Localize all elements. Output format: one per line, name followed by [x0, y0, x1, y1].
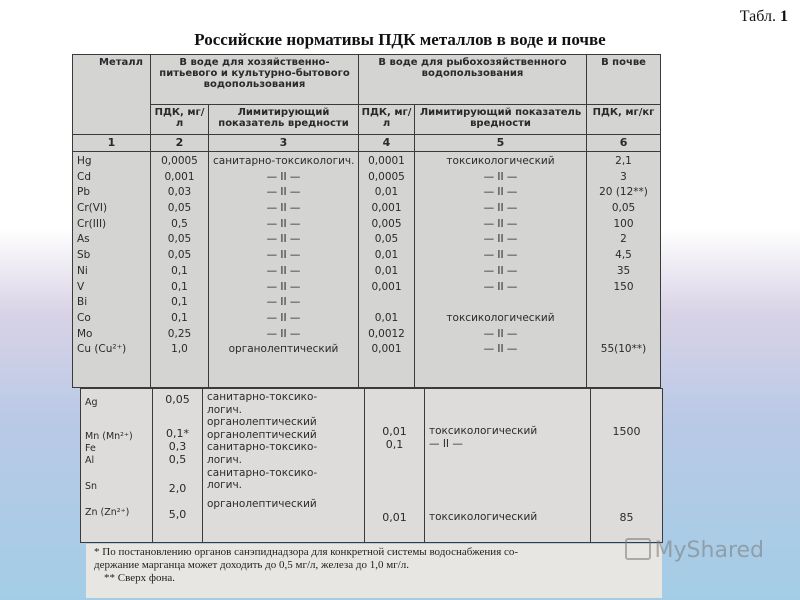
table-cell: 0,005 [371, 217, 402, 230]
table-cell: 0,05 [167, 202, 192, 215]
page-title: Российские нормативы ПДК металлов в воде и почве [194, 30, 606, 49]
table-cell: — II — [266, 249, 301, 262]
table-cell: 150 [613, 280, 634, 293]
pdk-cell: 0,5 [168, 453, 187, 466]
table-cell: — II — [483, 327, 518, 340]
pdk-cell: 2,0 [168, 482, 187, 495]
table-cell [591, 311, 656, 327]
fishery-limit-column [415, 152, 587, 388]
table-cell: 0,05 [167, 233, 192, 246]
table-cell: Bi [77, 296, 88, 309]
table-cell: 0,05 [611, 202, 636, 215]
footnote-manganese-cont: держание марганца может доходить до 0,5 мг/л, железа до 1,0 мг/л. [94, 559, 409, 571]
household-limit-column-2 [203, 389, 365, 543]
limit-cell: санитарно-токсико- [207, 466, 318, 479]
pdk-cell: 5,0 [168, 508, 187, 521]
watermark-text: MyShared [654, 538, 764, 563]
table-cell [591, 327, 656, 343]
table-cell: 0,001 [371, 280, 402, 293]
column-number: 3 [209, 135, 359, 152]
table-cell: — II — [266, 217, 301, 230]
table-cell: — II — [266, 233, 301, 246]
header-fishery: В воде для рыбохозяйственного водопользования [359, 55, 587, 105]
table-cell: Sb [77, 249, 91, 262]
table-cell: 0,001 [164, 170, 195, 183]
limit-cell: — II — [429, 438, 463, 450]
table-cell: 0,1 [171, 296, 188, 309]
header-household: В воде для хозяйственно-питьевого и культурно-бытового водопользования [151, 55, 359, 105]
limit-cell: токсикологический [429, 511, 538, 523]
pdk-cell: 0,1* [166, 427, 189, 440]
table-cell: 0,5 [171, 217, 188, 230]
table-cell: — II — [266, 296, 301, 309]
table-cell: Cr(III) [77, 217, 107, 230]
metal-cell: Al [85, 455, 95, 466]
table-cell: 1,0 [171, 343, 188, 356]
table-cell: Cd [77, 170, 91, 183]
table-cell: 0,0001 [368, 155, 405, 167]
table-cell: — II — [266, 280, 301, 293]
limit-cell: логич. [207, 479, 243, 492]
limit-cell: органолептический [207, 428, 317, 441]
soil-pdk-column-2 [591, 389, 663, 543]
soil-cell: 1500 [612, 425, 641, 438]
table-cell: 4,5 [615, 249, 632, 262]
table-cell: — II — [483, 233, 518, 246]
table-cell: 0,1 [171, 311, 188, 324]
pdk-cell: 0,3 [168, 440, 187, 453]
header-limiting: Лимитирующий показатель вредности [209, 105, 359, 135]
table-cell: 0,01 [374, 311, 399, 324]
limit-cell: токсикологический [429, 425, 538, 437]
column-number-row [73, 135, 661, 152]
fishery-limit-column-2 [425, 389, 591, 543]
table-cell: — II — [266, 202, 301, 215]
table-cell: As [77, 233, 90, 246]
header-limiting-fishery: Лимитирующий показатель вредности [415, 105, 587, 135]
table-cell: — II — [483, 343, 518, 356]
table-cell: 0,25 [167, 327, 192, 340]
table-cell: Ni [77, 264, 88, 277]
limit-cell: органолептический [207, 497, 317, 510]
table-cell: — II — [266, 264, 301, 277]
table-cell: органолептический [228, 343, 339, 356]
table-cell: Pb [77, 186, 90, 199]
table-cell: 0,0012 [368, 327, 405, 340]
header-pdk-mg-l: ПДК, мг/л [151, 105, 209, 135]
header-metal: Металл [73, 55, 151, 135]
table-cell: Cr(VI) [77, 202, 108, 215]
table-cell: — II — [266, 327, 301, 340]
pdk-cell: 0,01 [382, 425, 407, 438]
table-cell: — II — [266, 311, 301, 324]
pdk-cell: 0,1 [385, 438, 404, 451]
table-cell: 20 (12**) [599, 186, 648, 199]
limit-cell: логич. [207, 403, 243, 416]
column-number: 2 [151, 135, 209, 152]
table-cell: 0,05 [374, 233, 399, 246]
table-cell: — II — [483, 264, 518, 277]
table-cell [419, 295, 582, 311]
table-cell: 35 [616, 264, 631, 277]
soil-pdk-column [587, 152, 661, 388]
footnote-background: ** Сверх фона. [104, 572, 175, 584]
limit-cell: органолептический [207, 416, 317, 429]
table-cell: Cu (Cu²⁺) [77, 343, 127, 356]
table-cell: 0,01 [374, 264, 399, 277]
table-cell [591, 295, 656, 311]
footnotes [86, 544, 662, 598]
metal-column-2 [81, 389, 153, 543]
table-cell: 0,001 [371, 343, 402, 356]
household-pdk-column [151, 152, 209, 388]
limit-cell: логич. [207, 453, 243, 466]
table-cell: 0,001 [371, 202, 402, 215]
metal-cell: Zn (Zn²⁺) [85, 507, 130, 518]
table-cell: Mo [77, 327, 93, 340]
column-number: 1 [73, 135, 151, 152]
table-cell: 0,05 [167, 249, 192, 262]
table-cell: 0,0005 [368, 170, 405, 183]
metal-cell: Sn [85, 481, 98, 492]
header-soil: В почве [587, 55, 661, 105]
watermark [625, 538, 764, 563]
fishery-pdk-column [359, 152, 415, 388]
table-cell: 0,03 [167, 186, 192, 199]
table-cell: — II — [483, 249, 518, 262]
table-cell: Hg [77, 155, 92, 167]
standards-table-continued [80, 388, 663, 543]
myshared-logo-icon [625, 538, 651, 560]
table-cell: — II — [483, 186, 518, 199]
table-cell: — II — [266, 170, 301, 183]
table-cell: 3 [620, 170, 627, 183]
limit-cell: санитарно-токсико- [207, 441, 318, 454]
pdk-cell: 0,05 [165, 393, 190, 406]
metal-cell: Ag [85, 397, 98, 408]
table-cell: 2,1 [615, 155, 632, 167]
column-number: 4 [359, 135, 415, 152]
table-cell: 0,1 [171, 264, 188, 277]
table-cell: — II — [483, 202, 518, 215]
column-number: 6 [587, 135, 661, 152]
metal-column [73, 152, 151, 388]
soil-cell: 85 [619, 511, 634, 524]
household-pdk-column-2 [153, 389, 203, 543]
limit-cell: санитарно-токсико- [207, 391, 318, 403]
table-cell: 2 [620, 233, 627, 246]
table-cell: Co [77, 311, 91, 324]
table-cell: — II — [266, 186, 301, 199]
standards-table [72, 54, 661, 388]
table-cell: — II — [483, 280, 518, 293]
table-cell [363, 295, 410, 311]
household-limit-column [209, 152, 359, 388]
metal-cell: Mn (Mn²⁺) [85, 431, 133, 442]
table-cell: 0,1 [171, 280, 188, 293]
metal-cell: Fe [85, 443, 96, 454]
header-pdk-mg-kg: ПДК, мг/кг [587, 105, 661, 135]
table-cell: — II — [483, 170, 518, 183]
table-cell: санитарно-токсикологич. [213, 155, 355, 167]
table-cell: токсикологический [446, 311, 555, 324]
table-number-label: Табл. 1 [739, 8, 788, 25]
table-cell: — II — [483, 217, 518, 230]
table-cell: 0,01 [374, 186, 399, 199]
table-cell: 0,0005 [161, 155, 198, 167]
footnote-manganese: * По постановлению органов санэпиднадзора для конкретной системы водоснабжения со- [94, 546, 519, 558]
column-number: 5 [415, 135, 587, 152]
fishery-pdk-column-2 [365, 389, 425, 543]
table-cell: 55(10**) [600, 343, 647, 356]
table-cell: токсикологический [446, 155, 555, 167]
table-cell: 100 [613, 217, 634, 230]
table-cell: V [77, 280, 85, 293]
pdk-cell: 0,01 [382, 511, 407, 524]
table-cell: 0,01 [374, 249, 399, 262]
header-pdk-mg-l-fishery: ПДК, мг/л [359, 105, 415, 135]
